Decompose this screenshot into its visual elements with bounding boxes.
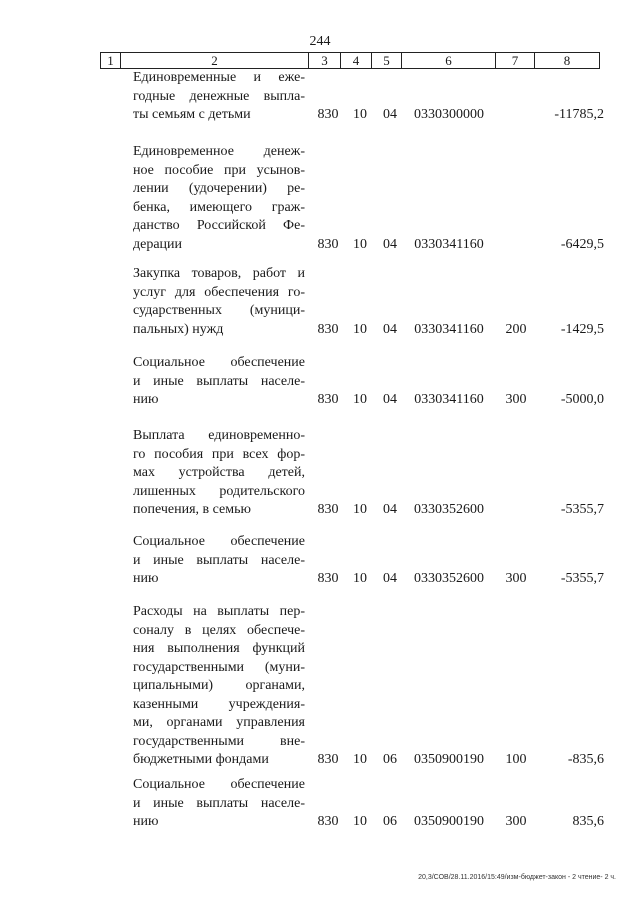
description-line: Социальное обеспечение (133, 777, 305, 792)
row-c7-value: 100 (505, 752, 527, 767)
description-line: Выплата единовременно- (133, 428, 305, 443)
row-c5-value: 06 (383, 814, 397, 829)
description-line: попечения, в семью (133, 502, 251, 517)
row-c5-value: 06 (383, 752, 397, 767)
row-description (133, 603, 305, 770)
row-c4-value: 10 (353, 321, 367, 337)
row-description (133, 143, 305, 254)
description-line: услуг для обеспечения го- (133, 284, 305, 300)
row-description (133, 776, 305, 832)
row-description (133, 427, 305, 520)
row-c8-value: -11785,2 (554, 107, 604, 122)
row-c6-value: 0330341160 (414, 321, 484, 337)
header-col-5: 5 (372, 53, 402, 69)
description-line: сударственных (муници- (133, 303, 305, 318)
header-col-2: 2 (121, 53, 309, 69)
description-line: Социальное обеспечение (133, 534, 305, 549)
description-line: и иные выплаты населе- (133, 552, 305, 568)
row-c4-value: 10 (353, 236, 367, 252)
description-line: нию (133, 392, 159, 407)
row-c4-value: 10 (353, 814, 367, 829)
header-col-6: 6 (402, 53, 496, 69)
header-col-3: 3 (309, 53, 341, 69)
row-c6-value: 0330352600 (414, 502, 484, 517)
row-description (133, 265, 305, 339)
row-c6-value: 0330300000 (414, 107, 484, 122)
page-number: 244 (309, 34, 331, 49)
description-line: Единовременное денеж- (133, 144, 305, 159)
row-c8-value: -835,6 (567, 752, 604, 767)
description-line: соналу в целях обеспече- (133, 622, 305, 638)
row-c6-value: 0350900190 (414, 814, 484, 829)
row-c5-value: 04 (383, 321, 397, 337)
description-line: Закупка товаров, работ и (133, 266, 305, 281)
description-line: ципальными) органами, (133, 678, 305, 693)
description-line: данство Российской Фе- (133, 218, 305, 233)
description-line: лишенных родительского (133, 483, 305, 499)
row-description (133, 69, 305, 125)
description-line: государственными (муни- (133, 659, 305, 675)
description-line: Единовременные и еже- (133, 70, 305, 85)
description-line: годные денежные выпла- (133, 88, 305, 104)
header-col-8: 8 (535, 53, 600, 69)
description-line: ное пособие при усынов- (133, 162, 305, 178)
row-c8-value: -5355,7 (560, 571, 604, 586)
description-line: ты семьям с детьми (133, 107, 251, 122)
row-c4-value: 10 (353, 107, 367, 122)
row-c8-value: -5355,7 (560, 502, 604, 517)
row-c3-value: 830 (317, 571, 339, 586)
row-c8-value: -5000,0 (560, 392, 604, 407)
description-line: ния выполнения функций (133, 641, 305, 656)
description-line: Расходы на выплаты пер- (133, 604, 305, 619)
row-c6-value: 0330341160 (414, 236, 484, 252)
header-col-4: 4 (341, 53, 372, 69)
row-description (133, 533, 305, 589)
description-line: го пособия при всех фор- (133, 446, 305, 462)
row-c7-value: 300 (505, 814, 527, 829)
row-c7-value: 300 (505, 392, 527, 407)
row-description (133, 354, 305, 410)
row-c4-value: 10 (353, 392, 367, 407)
description-line: ми, органами управления (133, 715, 305, 730)
description-line: и иные выплаты населе- (133, 795, 305, 811)
description-line: нию (133, 571, 159, 586)
row-c5-value: 04 (383, 571, 397, 586)
row-c6-value: 0350900190 (414, 752, 484, 767)
row-c3-value: 830 (317, 502, 339, 517)
row-c3-value: 830 (317, 392, 339, 407)
row-c5-value: 04 (383, 236, 397, 252)
description-line: казенными учреждения- (133, 696, 305, 712)
description-line: мах устройства детей, (133, 465, 305, 480)
description-line: нию (133, 814, 159, 829)
row-c4-value: 10 (353, 752, 367, 767)
row-c5-value: 04 (383, 107, 397, 122)
row-c5-value: 04 (383, 502, 397, 517)
header-col-1: 1 (101, 53, 121, 69)
row-c3-value: 830 (317, 236, 339, 252)
row-c4-value: 10 (353, 571, 367, 586)
row-c6-value: 0330341160 (414, 392, 484, 407)
row-c3-value: 830 (317, 752, 339, 767)
description-line: Социальное обеспечение (133, 355, 305, 370)
description-line: бенка, имеющего граж- (133, 199, 305, 215)
header-col-7: 7 (496, 53, 535, 69)
row-c8-value: 835,6 (572, 814, 604, 829)
row-c3-value: 830 (317, 107, 339, 122)
column-header-table (100, 52, 600, 69)
footer-note: 20,3/СОВ/28.11.2016/15:49/изм-бюджет-закон - 2 чтение- 2 ч. (418, 874, 616, 881)
row-c8-value: -1429,5 (560, 321, 604, 337)
description-line: лении (удочерении) ре- (133, 181, 305, 196)
row-c7-value: 200 (505, 321, 527, 337)
row-c8-value: -6429,5 (560, 236, 604, 252)
description-line: государственными вне- (133, 733, 305, 749)
row-c3-value: 830 (317, 321, 339, 337)
description-line: и иные выплаты населе- (133, 373, 305, 389)
row-c6-value: 0330352600 (414, 571, 484, 586)
row-c3-value: 830 (317, 814, 339, 829)
row-c7-value: 300 (505, 571, 527, 586)
description-line: дерации (133, 236, 183, 252)
row-c5-value: 04 (383, 392, 397, 407)
description-line: пальных) нужд (133, 321, 224, 337)
row-c4-value: 10 (353, 502, 367, 517)
description-line: бюджетными фондами (133, 752, 269, 767)
